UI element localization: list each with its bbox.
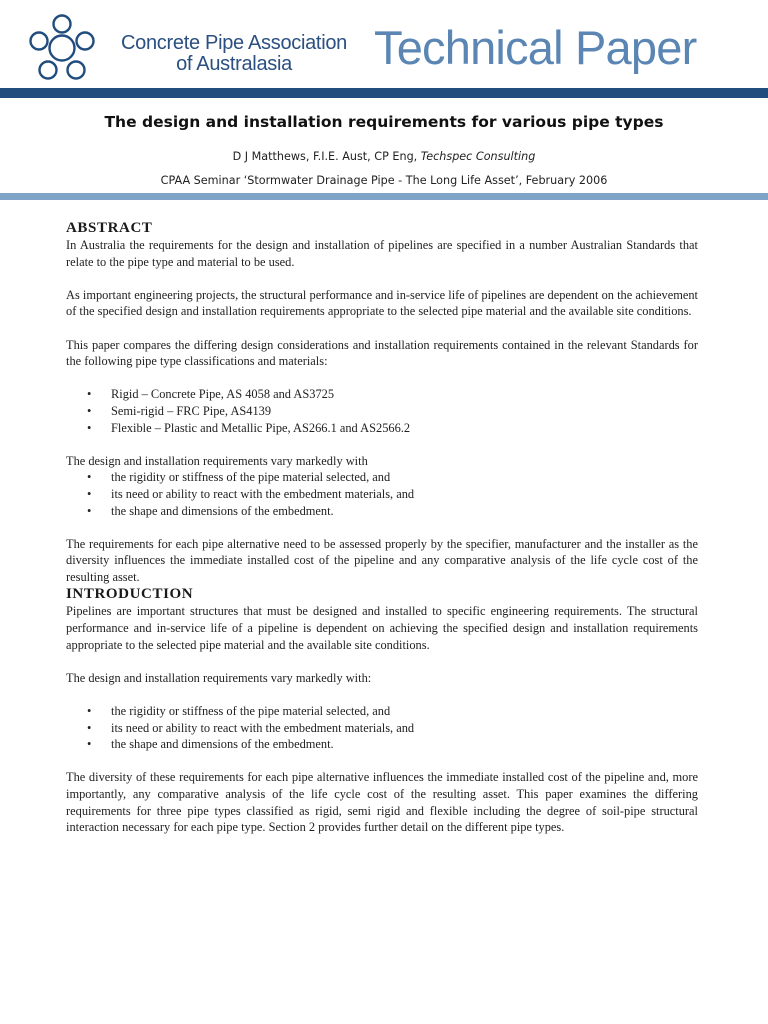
list-item: • Semi-rigid – FRC Pipe, AS4139: [66, 403, 698, 420]
list-item: • the rigidity or stiffness of the pipe material selected, and: [66, 703, 698, 720]
list-item: • Rigid – Concrete Pipe, AS 4058 and AS3725: [66, 386, 698, 403]
organization-name: [104, 33, 364, 75]
abstract-paragraph-1: In Australia the requirements for the design and installation of pipelines are specified in a number Australian Standards that relate to the pipe type and material to be used.: [66, 238, 698, 269]
org-name-line-2: of Australasia: [176, 53, 292, 75]
author-name: D J Matthews, F.I.E. Aust, CP Eng,: [232, 150, 421, 163]
concrete-pipe-rings-logo-icon: [26, 14, 98, 82]
abstract-heading: ABSTRACT: [66, 220, 153, 236]
org-name-line-1: Concrete Pipe Association: [121, 32, 347, 54]
author-company: Techspec Consulting: [420, 150, 536, 163]
header-divider-band: [0, 88, 768, 98]
list-item: • Flexible – Plastic and Metallic Pipe, AS266.1 and AS2566.2: [66, 420, 698, 437]
list-item: • its need or ability to react with the embedment materials, and: [66, 486, 698, 503]
paper-type-heading: Technical Paper: [374, 21, 697, 74]
introduction-paragraph-2: The design and installation requirements vary markedly with:: [66, 670, 372, 685]
paper-title: The design and installation requirements for various pipe types: [104, 113, 664, 131]
introduction-paragraph-3: The diversity of these requirements for each pipe alternative influences the immediate installed cost of the pipeline and, more importantly, any comparative analysis of the life cycle cost of the resulting asset. This paper examines the differing requirements for three pipe types classified as rigid, semi rigid and flexible including the degree of soil-pipe structural interaction necessary for each pipe type. Section 2 provides further detail on the different pipe types.: [66, 770, 698, 835]
list-item: • the rigidity or stiffness of the pipe material selected, and: [66, 469, 698, 486]
pipe-type-list: [66, 386, 698, 436]
abstract-paragraph-5: The requirements for each pipe alternative need to be assessed properly by the specifier, manufacturer and the installer as the diversity influences the immediate installed cost of the pipeline and any comparative analysis of the life cycle cost of the resulting asset.: [66, 536, 698, 584]
introduction-factor-list: [66, 703, 698, 753]
abstract-paragraph-2: As important engineering projects, the structural performance and in-service life of pipelines are dependent on the achievement of the specified design and installation requirements appropriate to the selected pipe material and the available site conditions.: [66, 287, 698, 319]
paper-body: [66, 219, 698, 836]
title-divider-band: [0, 193, 768, 200]
abstract-paragraph-4: The design and installation requirements vary markedly with: [66, 453, 368, 468]
list-item: • its need or ability to react with the embedment materials, and: [66, 720, 698, 737]
author-line: [0, 150, 768, 163]
list-item: • the shape and dimensions of the embedment.: [66, 736, 698, 753]
abstract-paragraph-3: This paper compares the differing design considerations and installation requirements contained in the relevant Standards for the following pipe type classifications and materials:: [66, 337, 698, 369]
introduction-heading: INTRODUCTION: [66, 586, 194, 603]
abstract-factor-list: [66, 469, 698, 519]
masthead: [0, 0, 768, 100]
introduction-paragraph-1: Pipelines are important structures that must be designed and installed to specific engineering requirements. The structural performance and in-service life of a pipeline is dependent on achieving the specified design and installation requirements appropriate to the selected pipe material and the available site conditions.: [66, 604, 698, 652]
list-item: • the shape and dimensions of the embedment.: [66, 503, 698, 520]
seminar-line: CPAA Seminar ‘Stormwater Drainage Pipe - The Long Life Asset’, February 2006: [160, 174, 608, 187]
